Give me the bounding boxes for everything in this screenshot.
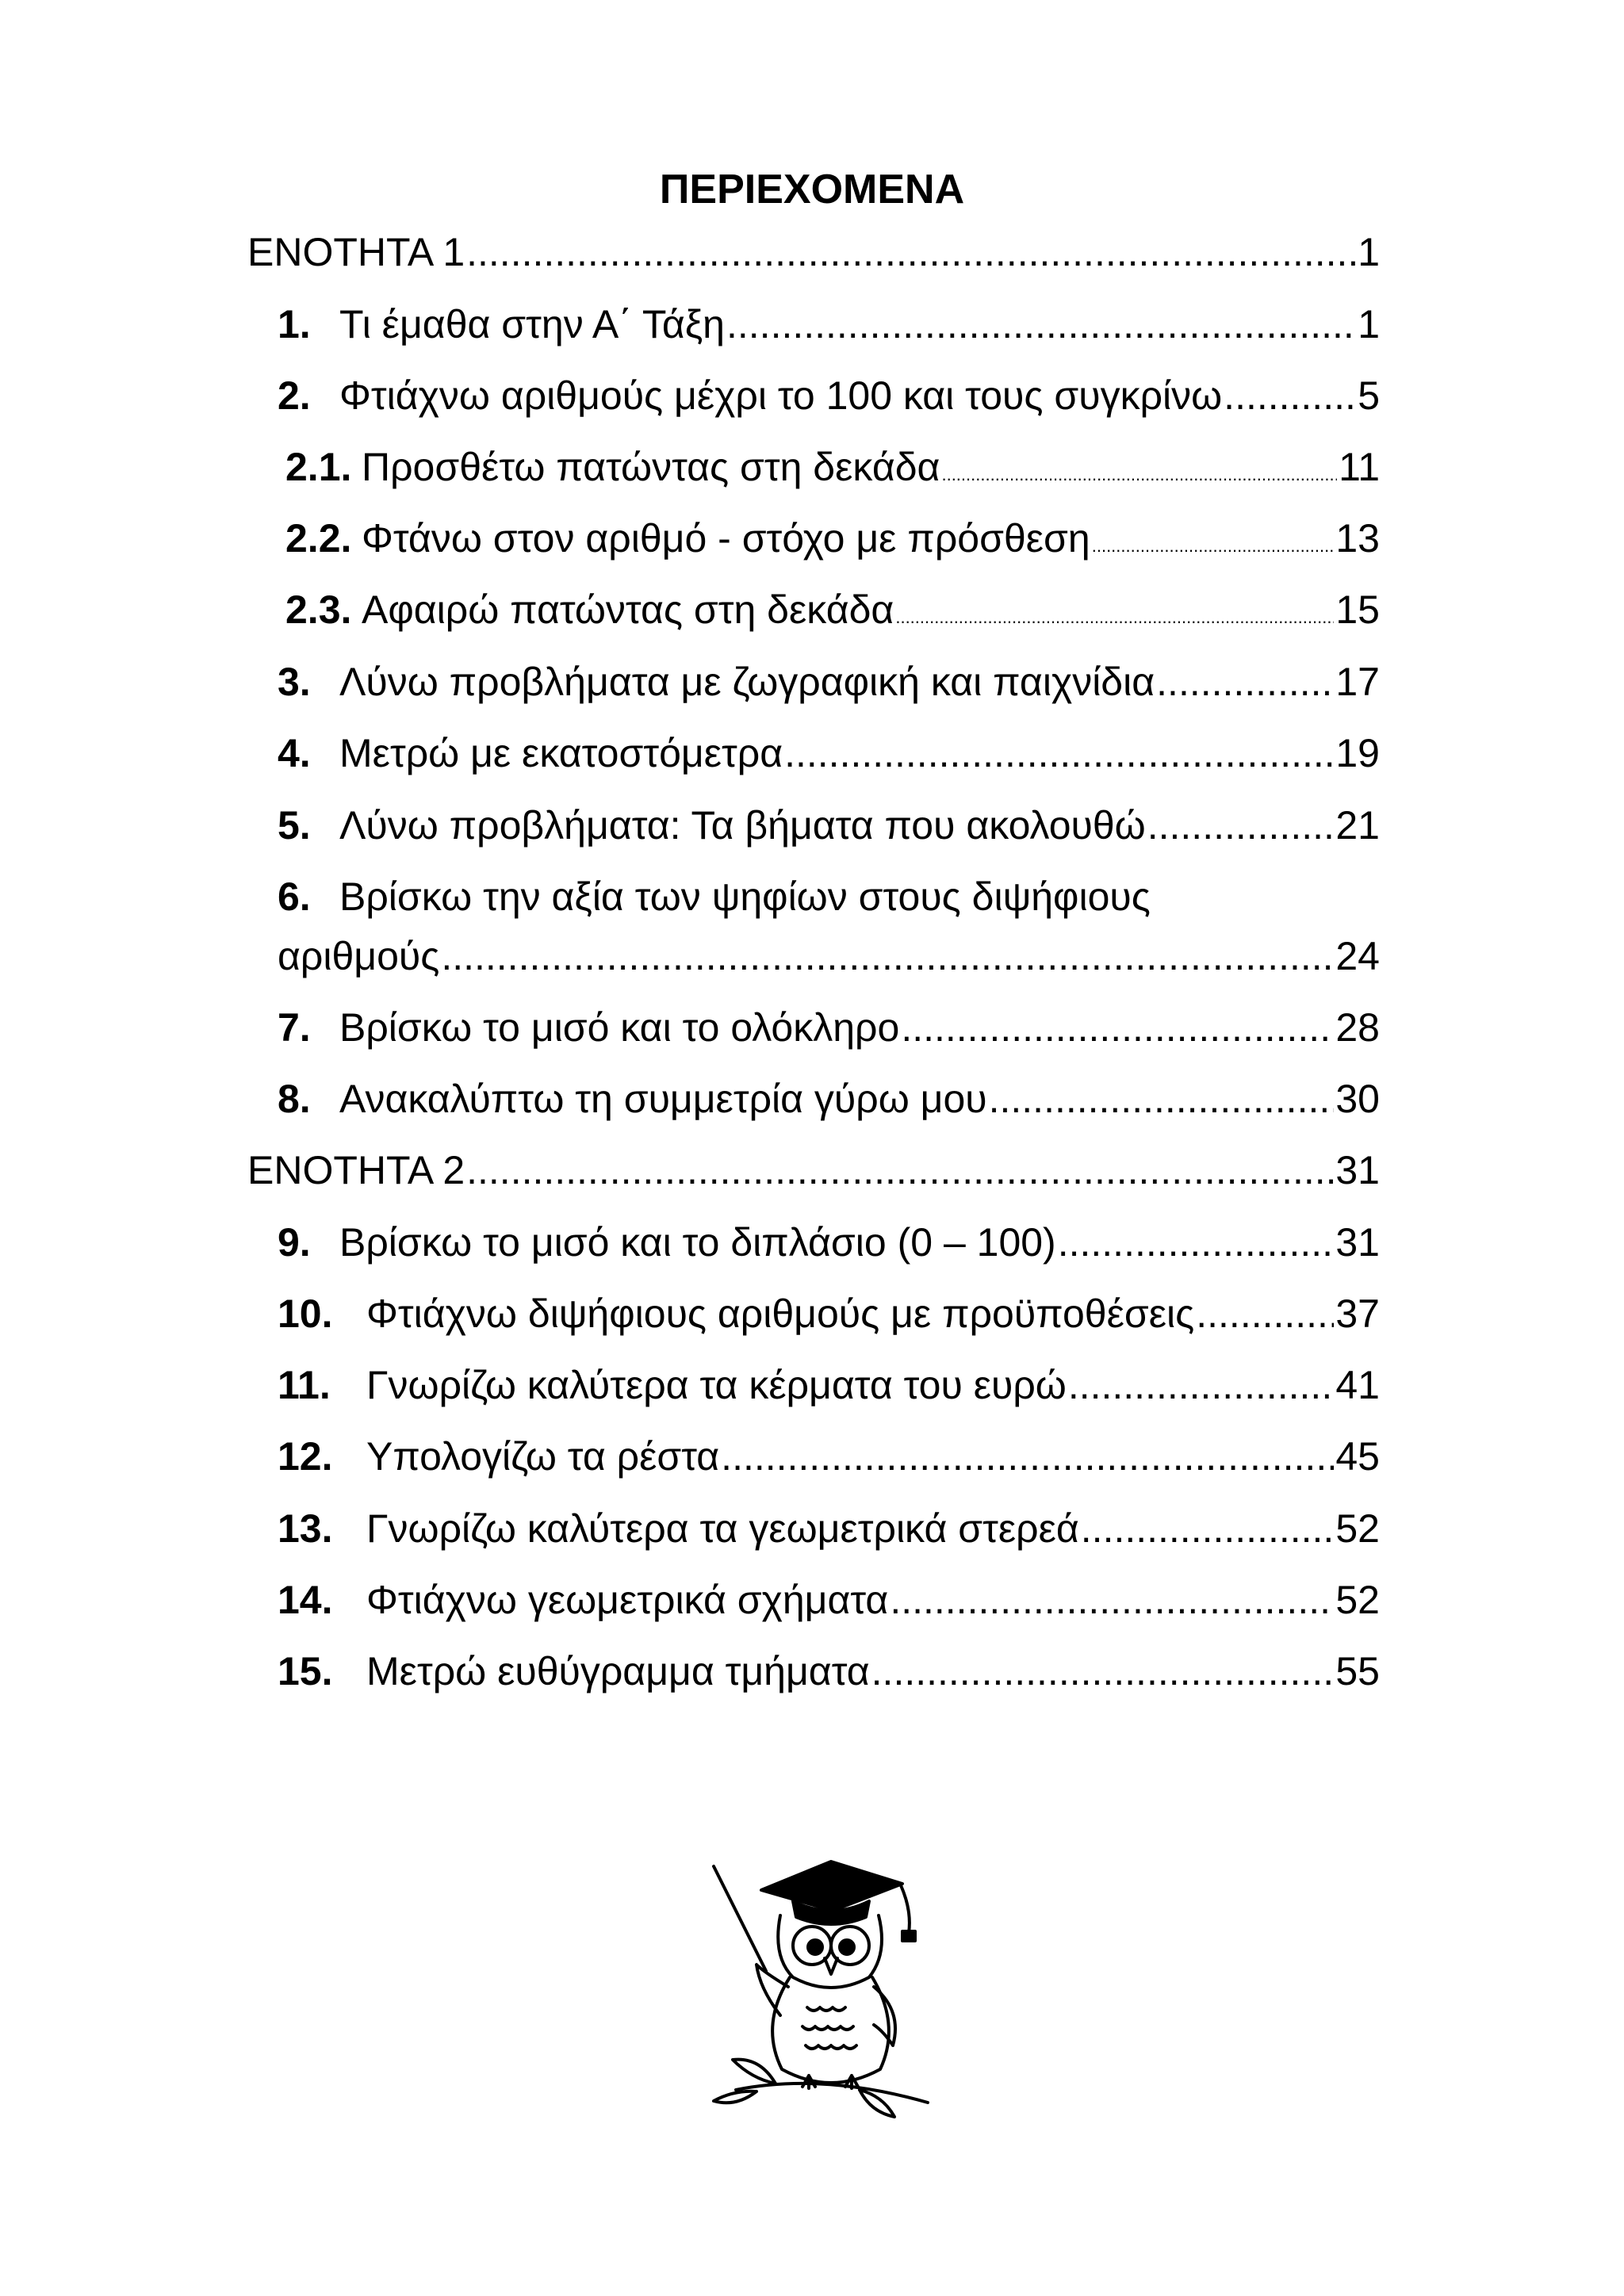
toc-entry-page: 37	[1335, 1292, 1380, 1336]
toc-entry-1[interactable]	[278, 299, 1380, 350]
toc-entry-9[interactable]	[278, 1217, 1380, 1268]
toc-entry-page: 1	[1358, 230, 1380, 274]
toc-entry-page: 15	[1335, 587, 1380, 632]
toc-entry-number: 4.	[278, 731, 311, 775]
dot-leader	[901, 1002, 1334, 1053]
toc-entry-2-2[interactable]	[285, 513, 1380, 572]
toc-entry-text: ΕΝΟΤΗΤΑ 1	[247, 230, 465, 274]
dot-leader	[466, 227, 1356, 277]
toc-entry-text: Μετρώ ευθύγραμμα τμήματα	[366, 1649, 870, 1693]
toc-entry-number: 2.3.	[285, 587, 352, 632]
toc-entry-page: 24	[1335, 934, 1380, 978]
toc-entry-10[interactable]	[278, 1288, 1380, 1339]
toc-entry-12[interactable]	[278, 1431, 1380, 1482]
toc-entry-page: 52	[1335, 1578, 1380, 1622]
toc-entry-11[interactable]	[278, 1360, 1380, 1410]
toc-entry-text: Φτιάχνω αριθμούς μέχρι το 100 και τους συγκρίνω	[339, 373, 1223, 418]
dot-leader	[466, 1145, 1334, 1196]
toc-entry-text: ΕΝΟΤΗΤΑ 2	[247, 1148, 465, 1192]
dot-leader	[1224, 370, 1356, 421]
dot-leader	[1147, 800, 1335, 851]
toc-entry-13[interactable]	[278, 1503, 1380, 1554]
dot-leader	[1081, 1503, 1335, 1554]
toc-entry-page: 21	[1335, 803, 1380, 848]
toc-entry-number: 14.	[278, 1578, 333, 1622]
toc-entry-page: 17	[1335, 660, 1380, 704]
toc-entry-3[interactable]	[278, 656, 1380, 707]
toc-entry-text: Λύνω προβλήματα: Τα βήματα που ακολουθώ	[339, 803, 1146, 848]
toc-entry-text-continued: αριθμούς	[278, 934, 440, 978]
toc-entry-number: 2.	[278, 373, 311, 418]
toc-entry-page: 55	[1335, 1649, 1380, 1693]
dot-leader	[441, 931, 1334, 982]
toc-entry-4[interactable]	[278, 728, 1380, 779]
toc-entry-page: 19	[1335, 731, 1380, 775]
toc-entry-number: 1.	[278, 302, 311, 346]
dot-leader	[1156, 656, 1334, 707]
toc-entry-2-3[interactable]	[285, 584, 1380, 643]
toc-entry-number: 6.	[278, 874, 311, 919]
toc-entry-page: 30	[1335, 1077, 1380, 1121]
toc-entry-page: 45	[1335, 1434, 1380, 1479]
toc-entry-text: Υπολογίζω τα ρέστα	[366, 1434, 720, 1479]
toc-entry-7[interactable]	[278, 1002, 1380, 1053]
toc-entry-6-line-1[interactable]	[278, 871, 1151, 922]
dot-leader	[1092, 521, 1335, 572]
toc-entry-number: 2.1.	[285, 445, 352, 489]
toc-entry-text: Φτιάχνω διψήφιους αριθμούς με προϋποθέσεις	[366, 1292, 1195, 1336]
toc-entry-number: 10.	[278, 1292, 333, 1336]
toc-entry-page: 41	[1335, 1363, 1380, 1407]
toc-entry-2-1[interactable]	[285, 442, 1380, 500]
toc-entry-8[interactable]	[278, 1073, 1380, 1124]
dot-leader	[895, 592, 1334, 643]
toc-entry-page: 11	[1339, 445, 1380, 489]
toc-entry-number: 2.2.	[285, 516, 352, 561]
dot-leader	[871, 1646, 1335, 1697]
toc-entry-unit-1[interactable]	[247, 227, 1380, 277]
toc-entry-unit-2[interactable]	[247, 1145, 1380, 1196]
toc-entry-text: Φτιάχνω γεωμετρικά σχήματα	[366, 1578, 889, 1622]
dot-leader	[784, 728, 1334, 779]
dot-leader	[890, 1575, 1334, 1625]
toc-entry-number: 3.	[278, 660, 311, 704]
toc-entry-page: 13	[1335, 516, 1380, 561]
dot-leader	[1196, 1288, 1334, 1339]
toc-entry-text: Τι έμαθα στην Α΄ Τάξη	[339, 302, 725, 346]
toc-entry-page: 1	[1358, 302, 1380, 346]
toc-entry-number: 13.	[278, 1506, 333, 1551]
toc-entry-5[interactable]	[278, 800, 1380, 851]
toc-entry-page: 31	[1335, 1148, 1380, 1192]
toc-entry-number: 12.	[278, 1434, 333, 1479]
toc-entry-text: Γνωρίζω καλύτερα τα γεωμετρικά στερεά	[366, 1506, 1079, 1551]
dot-leader	[1058, 1217, 1335, 1268]
toc-entry-number: 11.	[278, 1363, 331, 1407]
toc-entry-number: 5.	[278, 803, 311, 848]
toc-entry-page: 31	[1335, 1220, 1380, 1265]
toc-entry-page: 5	[1358, 373, 1380, 418]
dot-leader	[941, 450, 1337, 500]
toc-entry-text: Μετρώ με εκατοστόμετρα	[339, 731, 783, 775]
toc-entry-number: 8.	[278, 1077, 311, 1121]
toc-entry-15[interactable]	[278, 1646, 1380, 1697]
toc-title: ΠΕΡΙΕΧΟΜΕΝΑ	[659, 166, 965, 212]
toc-entry-6-line-2[interactable]	[278, 931, 1380, 982]
toc-entry-text: Λύνω προβλήματα με ζωγραφική και παιχνίδια	[339, 660, 1155, 704]
toc-entry-text: Αφαιρώ πατώντας στη δεκάδα	[362, 587, 894, 632]
toc-entry-text: Βρίσκω το μισό και το διπλάσιο (0 – 100)	[339, 1220, 1056, 1265]
toc-entry-text: Ανακαλύπτω τη συμμετρία γύρω μου	[339, 1077, 987, 1121]
toc-entry-text: Φτάνω στον αριθμό - στόχο με πρόσθεση	[362, 516, 1090, 561]
toc-entry-text: Προσθέτω πατώντας στη δεκάδα	[362, 445, 940, 489]
toc-entry-number: 7.	[278, 1005, 311, 1050]
toc-entry-text: Γνωρίζω καλύτερα τα κέρματα του ευρώ	[366, 1363, 1067, 1407]
dot-leader	[1068, 1360, 1335, 1410]
toc-entry-number: 9.	[278, 1220, 311, 1265]
dot-leader	[721, 1431, 1334, 1482]
toc-entry-page: 28	[1335, 1005, 1380, 1050]
dot-leader	[726, 299, 1356, 350]
toc-entry-14[interactable]	[278, 1575, 1380, 1625]
toc-entry-text: Βρίσκω την αξία των ψηφίων στους διψήφιους	[339, 874, 1151, 919]
owl-graduate-icon	[704, 1838, 933, 2123]
toc-entry-2[interactable]	[278, 370, 1380, 421]
toc-entry-number: 15.	[278, 1649, 333, 1693]
dot-leader	[989, 1073, 1335, 1124]
toc-entry-page: 52	[1335, 1506, 1380, 1551]
toc-entry-text: Βρίσκω το μισό και το ολόκληρο	[339, 1005, 900, 1050]
